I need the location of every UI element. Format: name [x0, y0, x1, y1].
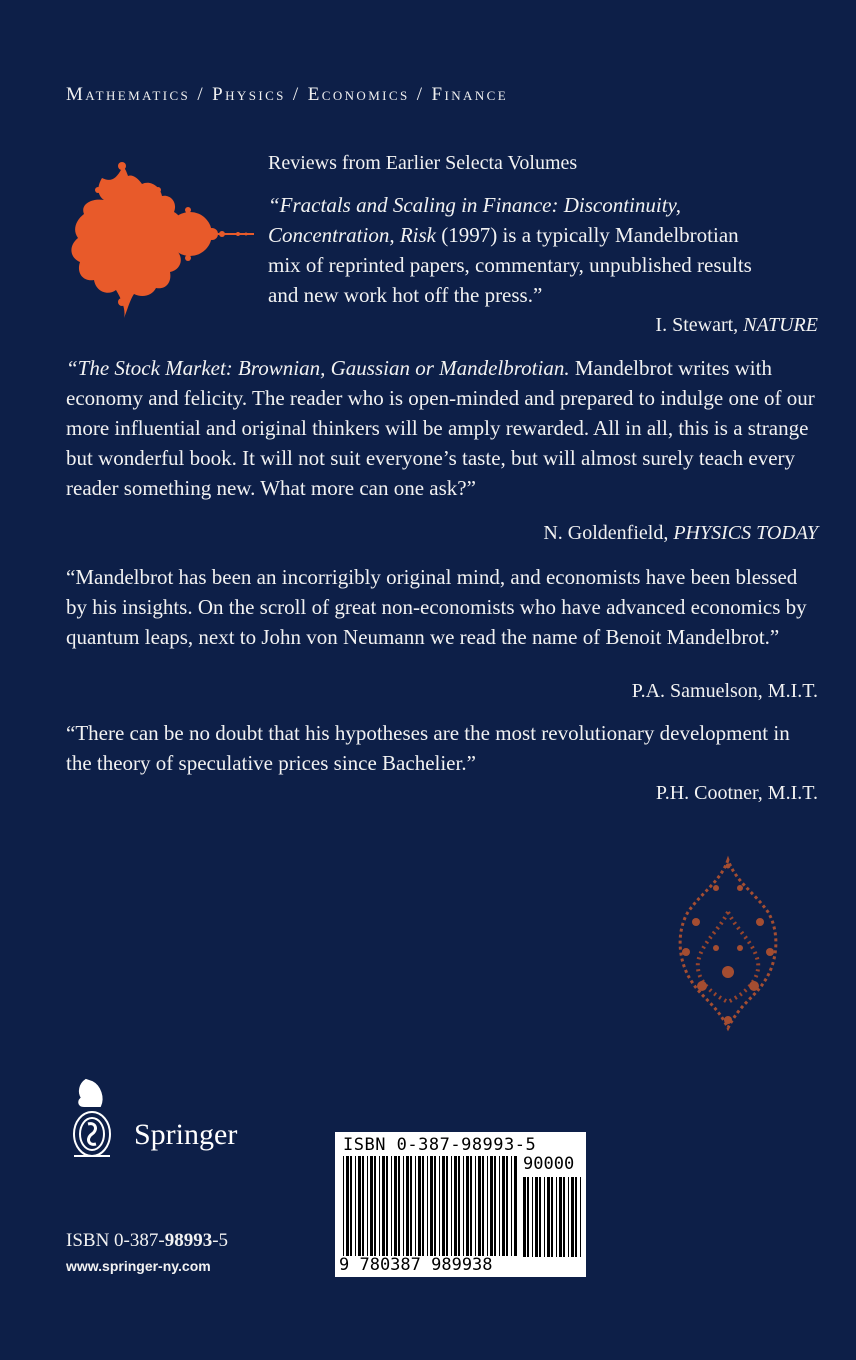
barcode-bar [478, 1156, 481, 1256]
isbn-bold-part: 98993 [164, 1230, 213, 1251]
barcode-bar [394, 1156, 397, 1256]
barcode-bar [482, 1156, 484, 1256]
barcode-bar [430, 1156, 433, 1256]
barcode-addon-number: 90000 [523, 1154, 575, 1174]
isbn-number [66, 1230, 228, 1252]
barcode-bar [434, 1156, 436, 1256]
reviews-heading: Reviews from Earlier Selecta Volumes [268, 152, 578, 174]
barcode-bar [544, 1177, 545, 1257]
isbn-prefix: ISBN 0-387- [66, 1230, 165, 1251]
barcode-bar [398, 1156, 400, 1256]
barcode-bar [370, 1156, 373, 1256]
barcode-bar [410, 1156, 412, 1256]
barcode-bar [451, 1156, 452, 1256]
barcode-bar [506, 1156, 508, 1256]
barcode-bar [406, 1156, 409, 1256]
barcode-bar [532, 1177, 533, 1257]
barcode-bar [568, 1177, 569, 1257]
barcode-bar [418, 1156, 421, 1256]
barcode-bar [466, 1156, 469, 1256]
review-1-author: I. Stewart, [655, 314, 739, 336]
barcode-bar [547, 1177, 550, 1257]
publisher-name: Springer [134, 1118, 238, 1151]
barcode-bar [422, 1156, 424, 1256]
barcode-bar [559, 1177, 562, 1257]
barcode-bar [463, 1156, 464, 1256]
review-1-attribution [655, 314, 818, 337]
review-2-body: Mandelbrot writes with economy and felicity. The reader who is open-minded and prepared to indulge one of our more influential and original thinkers will be amply rewarded. All in all, this is a strange but wonderful book. It will not suit everyone’s taste, but will almost surely teach every reader something new. What more can one ask?” [66, 356, 815, 500]
barcode-bar [355, 1156, 356, 1256]
barcode-bar [556, 1177, 557, 1257]
barcode-bar [475, 1156, 476, 1256]
barcode-isbn-label: ISBN 0-387-98993-5 [343, 1135, 537, 1155]
barcode-bar [487, 1156, 488, 1256]
springer-knight-logo-icon [66, 1076, 130, 1160]
barcode-bar [403, 1156, 404, 1256]
barcode-bar [494, 1156, 496, 1256]
barcode-bar [523, 1177, 526, 1257]
barcode-bar [458, 1156, 460, 1256]
barcode-bar [367, 1156, 368, 1256]
barcode-addon-bars-icon [523, 1177, 581, 1257]
barcode-bar [502, 1156, 505, 1256]
subject-categories: Mathematics / Physics / Economics / Finance [66, 84, 509, 105]
barcode-main-bars-icon [343, 1156, 517, 1256]
barcode-bar [379, 1156, 380, 1256]
barcode-bar [350, 1156, 352, 1256]
barcode-bar [527, 1177, 529, 1257]
review-2-text [66, 353, 820, 503]
review-2-attribution [543, 522, 818, 545]
barcode-bar [415, 1156, 416, 1256]
barcode-digits: 9 780387 989938 [339, 1255, 493, 1275]
barcode-bar [470, 1156, 472, 1256]
review-2-author: N. Goldenfield, [543, 522, 669, 544]
barcode-bar [511, 1156, 512, 1256]
barcode-bar [386, 1156, 388, 1256]
review-1-body: (1997) is a typically Mandelbrotian mix of reprinted papers, commentary, unpublished results and new work hot off the press.” [268, 223, 752, 307]
publisher-website: www.springer-ny.com [66, 1258, 211, 1274]
review-1-title: “Fractals and Scaling in Finance: Discontinuity, Concentration, Risk [268, 193, 681, 247]
review-1-text [268, 190, 768, 310]
barcode-bar [575, 1177, 577, 1257]
barcode-bar [499, 1156, 500, 1256]
review-2-title: “The Stock Market: Brownian, Gaussian or Mandelbrotian. [66, 356, 570, 380]
barcode-bar [382, 1156, 385, 1256]
barcode-bar [514, 1156, 517, 1256]
review-3-attribution: P.A. Samuelson, M.I.T. [631, 680, 818, 702]
barcode-bar [358, 1156, 361, 1256]
barcode-bar [539, 1177, 541, 1257]
flame-fractal-icon [672, 852, 784, 1032]
barcode-bar [571, 1177, 574, 1257]
barcode-bar [535, 1177, 538, 1257]
barcode-panel [335, 1132, 586, 1277]
barcode-bar [490, 1156, 493, 1256]
barcode-bar [346, 1156, 349, 1256]
review-2-source: PHYSICS TODAY [673, 522, 818, 544]
barcode-bar [551, 1177, 553, 1257]
barcode-bar [580, 1177, 581, 1257]
isbn-suffix: -5 [212, 1230, 229, 1251]
review-4-text: “There can be no doubt that his hypotheses are the most revolutionary development in the theory of speculative prices since Bachelier.” [66, 721, 790, 775]
barcode-bar [454, 1156, 457, 1256]
barcode-bar [439, 1156, 440, 1256]
barcode-bar [374, 1156, 376, 1256]
review-1-source: NATURE [743, 314, 818, 336]
barcode-bar [563, 1177, 565, 1257]
barcode-bar [343, 1156, 344, 1256]
barcode-bar [427, 1156, 428, 1256]
review-3-text: “Mandelbrot has been an incorrigibly original mind, and economists have been blessed by his insights. On the scroll of great non-economists who have advanced economics by quantum leaps, next to John von Neumann we read the name of Benoit Mandelbrot.” [66, 565, 807, 649]
mandelbrot-fractal-icon [62, 150, 254, 320]
barcode-bar [362, 1156, 364, 1256]
barcode-bar [442, 1156, 445, 1256]
barcode-bar [391, 1156, 392, 1256]
barcode-bar [446, 1156, 448, 1256]
review-4-attribution: P.H. Cootner, M.I.T. [655, 782, 818, 804]
